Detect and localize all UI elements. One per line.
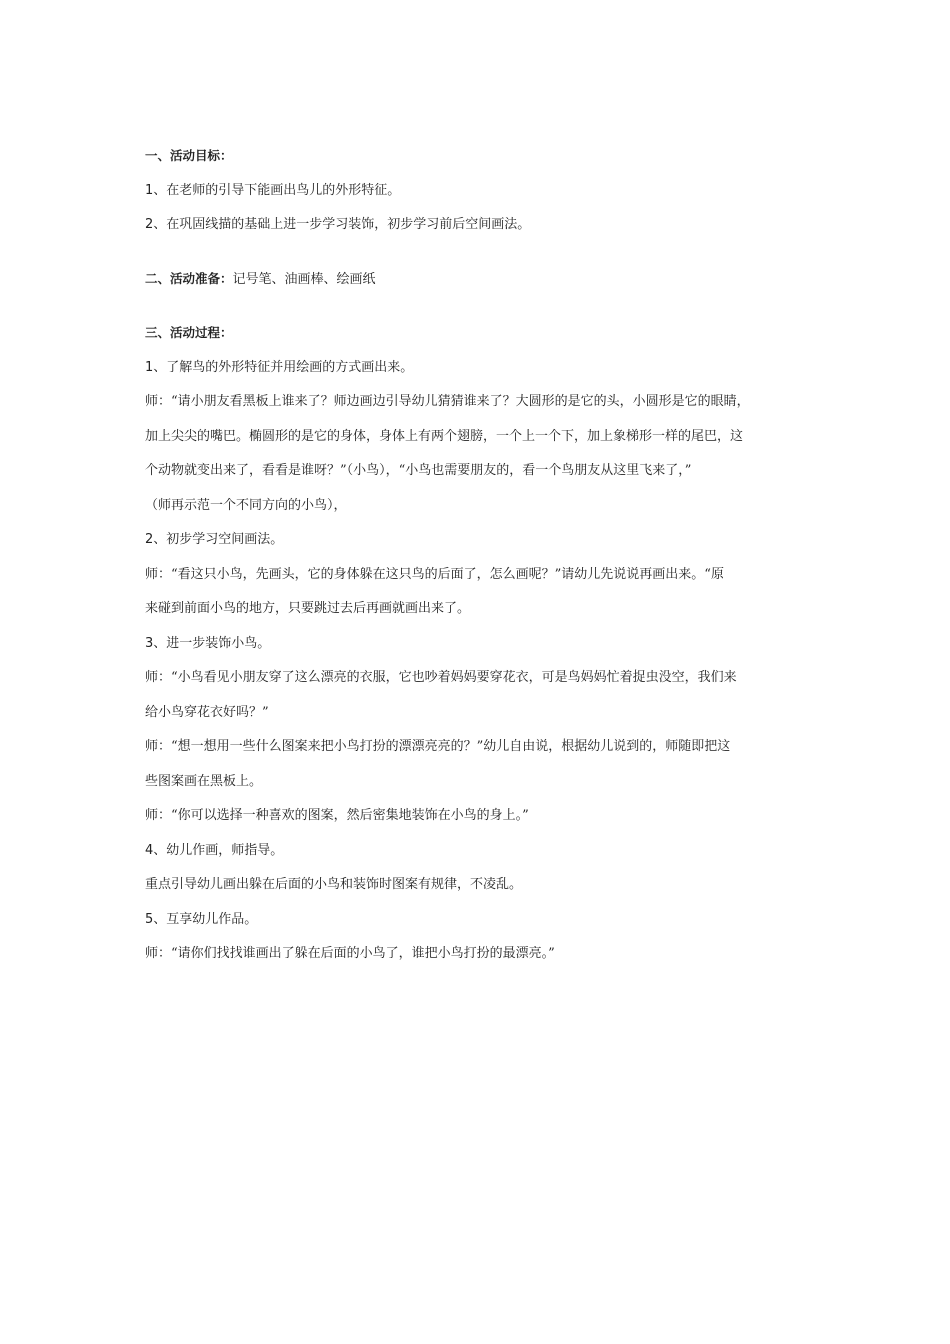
paragraph-line: 加上尖尖的嘴巴。椭圆形的是它的身体，身体上有两个翅膀，一个上一个下，加上象梯形一样的尾巴，这 <box>145 428 744 444</box>
step-1-number: 1 <box>145 359 154 375</box>
step-1-text: 、了解鸟的外形特征并用绘画的方式画出来。 <box>153 359 414 375</box>
paragraph-line: 给小鸟穿花衣好吗？” <box>145 704 269 720</box>
paragraph-line: （师再示范一个不同方向的小鸟）， <box>145 497 347 513</box>
step-1 <box>145 357 825 379</box>
step-3 <box>145 633 825 655</box>
paragraph-line: 来碰到前面小鸟的地方，只要跳过去后再画就画出来了。 <box>145 601 471 616</box>
paragraph-line: 师：“小鸟看见小朋友穿了这么漂亮的衣服，它也吵着妈妈要穿花衣，可是鸟妈妈忙着捉虫没空，我们来 <box>145 670 737 685</box>
step-5-number: 5 <box>145 911 154 927</box>
document-content <box>145 145 825 978</box>
section-heading-goals: 一、活动目标： <box>145 148 233 163</box>
paragraph-line: 些图案画在黑板上。 <box>145 773 263 789</box>
preparation-materials: 记号笔、油画棒、绘画纸 <box>232 271 376 287</box>
step-3-number: 3 <box>145 635 154 651</box>
goal-item-2 <box>145 214 825 236</box>
section-gap <box>145 303 825 322</box>
paragraph-line: 师：“看这只小鸟，先画头，它的身体躲在这只鸟的后面了，怎么画呢？”请幼儿先说说再画出来。“原 <box>145 566 724 582</box>
step-4-text: 、幼儿作画，师指导。 <box>153 842 284 858</box>
goal-item-2-number: 2 <box>145 217 154 232</box>
preparation-line <box>145 268 825 291</box>
step-3-text: 、进一步装饰小鸟。 <box>153 635 271 651</box>
paragraph-line: 师：“请小朋友看黑板上谁来了？师边画边引导幼儿猜猜谁来了？大圆形的是它的头，小圆形是它的眼睛， <box>145 394 750 409</box>
goal-item-1-text: 、在老师的引导下能画出鸟儿的外形特征。 <box>153 182 401 198</box>
goal-item-2-text: 、在巩固线描的基础上进一步学习装饰，初步学习前后空间画法。 <box>153 217 531 232</box>
paragraph-line: 师：“请你们找找谁画出了躲在后面的小鸟了，谁把小鸟打扮的最漂亮。” <box>145 946 555 961</box>
paragraph-line: 个动物就变出来了，看看是谁呀？”（小鸟），“小鸟也需要朋友的，看一个鸟朋友从这里飞来了，” <box>145 463 692 478</box>
step-2 <box>145 529 825 551</box>
section-heading-process: 三、活动过程： <box>145 325 233 340</box>
section-gap <box>145 249 825 268</box>
step-2-text: 、初步学习空间画法。 <box>153 532 284 547</box>
step-4-number: 4 <box>145 842 154 858</box>
step-4 <box>145 840 825 862</box>
section-heading-preparation: 二、活动准备： <box>145 270 233 286</box>
step-5-text: 、互享幼儿作品。 <box>153 911 258 927</box>
goal-item-1 <box>145 180 825 202</box>
paragraph-line: 师：“你可以选择一种喜欢的图案，然后密集地装饰在小鸟的身上。” <box>145 808 529 823</box>
paragraph-line: 师：“想一想用一些什么图案来把小鸟打扮的漂漂亮亮的？”幼儿自由说，根据幼儿说到的，师随即把这 <box>145 739 731 754</box>
step-5 <box>145 909 825 931</box>
goal-item-1-number: 1 <box>145 182 154 198</box>
step-2-number: 2 <box>145 532 154 547</box>
paragraph-line: 重点引导幼儿画出躲在后面的小鸟和装饰时图案有规律，不凌乱。 <box>145 877 523 892</box>
